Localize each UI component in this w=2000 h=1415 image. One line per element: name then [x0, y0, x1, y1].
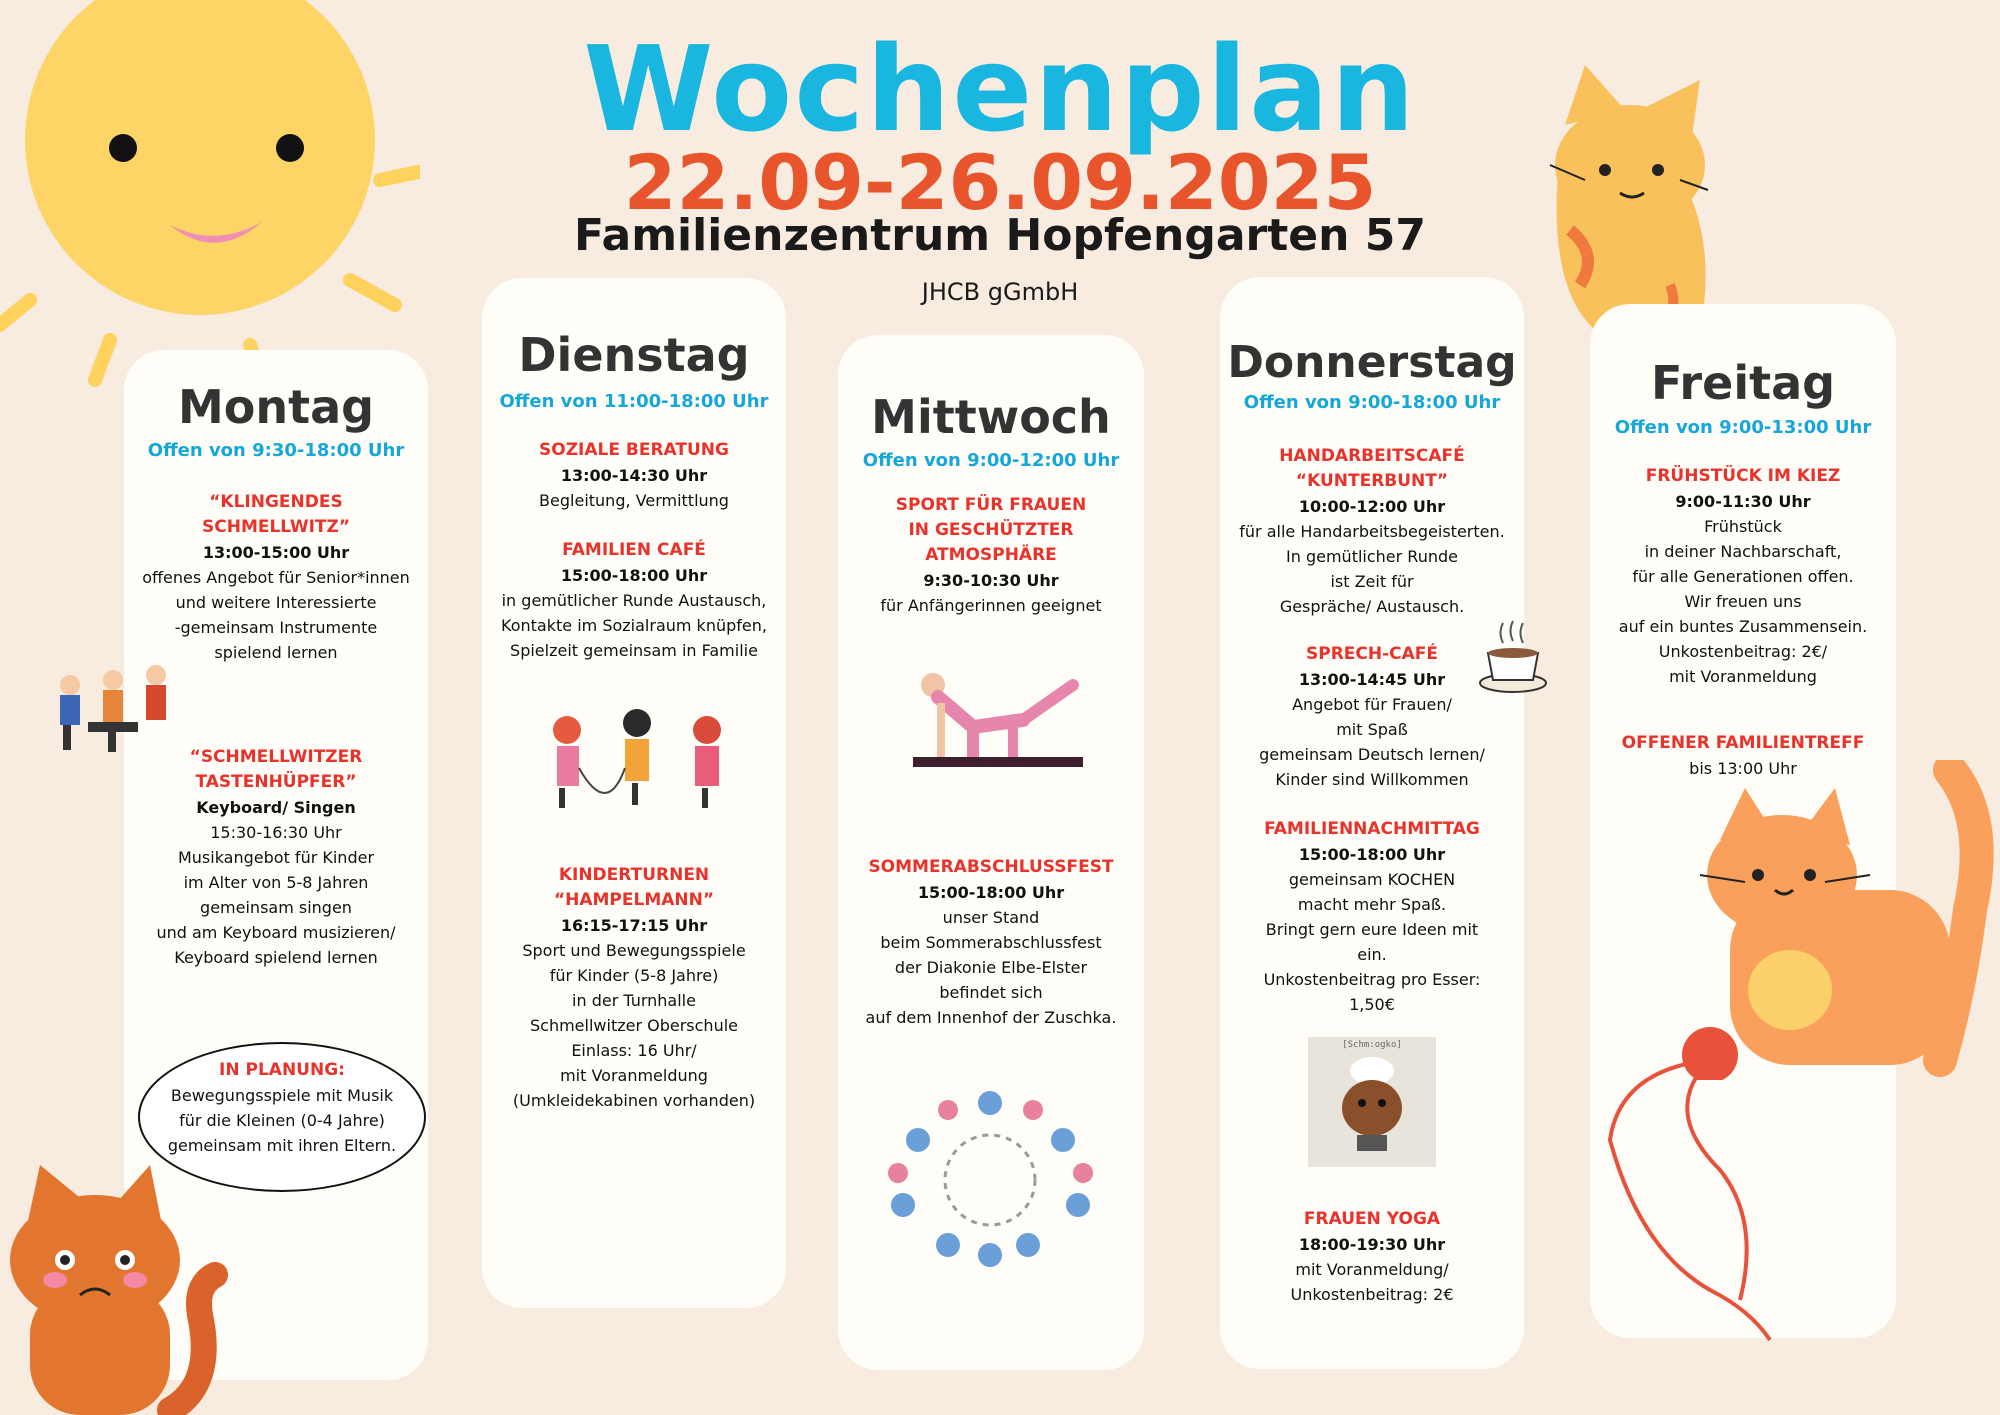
event-title: SOZIALE BERATUNG [539, 440, 729, 460]
event-title: KINDERTURNEN “HAMPELMANN” [553, 865, 715, 910]
event-sport-fuer-frauen [838, 493, 1144, 618]
event-time: 15:00-18:00 Uhr [560, 566, 708, 585]
day-card-mittwoch [838, 335, 1144, 1370]
event-klingendes-schmellwitz [124, 490, 428, 665]
people-circle-icon [878, 1085, 1103, 1270]
event-description: für alle Handarbeitsbegeisterten. In gemütlicher Runde ist Zeit für Gespräche/ Austausch. [1239, 522, 1505, 616]
organization-name: Familienzentrum Hopfengarten 57 [574, 210, 1426, 261]
page-title: Wochenplan [583, 20, 1417, 158]
event-time: 9:00-11:30 Uhr [1675, 492, 1811, 511]
event-time: Keyboard/ Singen [196, 798, 356, 817]
event-familien-cafe [482, 538, 786, 663]
event-title: OFFENER FAMILIENTREFF [1621, 733, 1865, 753]
cooking-beaver-image [1308, 1037, 1436, 1167]
opening-hours: Offen von 11:00-18:00 Uhr [499, 391, 769, 412]
yoga-icon [903, 665, 1093, 775]
event-sommerabschlussfest [838, 855, 1144, 1030]
day-title: Montag [177, 380, 375, 434]
cat-icon [1660, 760, 2000, 1080]
event-soziale-beratung [482, 438, 786, 513]
event-handarbeitscafe [1220, 444, 1524, 619]
event-title: SPORT FÜR FRAUEN IN GESCHÜTZTER ATMOSPHÄRE [895, 495, 1087, 565]
event-title: SPRECH-CAFÉ [1305, 644, 1439, 664]
opening-hours: Offen von 9:00-13:00 Uhr [1614, 417, 1872, 438]
event-time: 16:15-17:15 Uhr [560, 916, 708, 935]
cat-icon [1540, 55, 1710, 345]
day-title: Mittwoch [871, 390, 1111, 444]
event-frauen-yoga [1220, 1207, 1524, 1307]
event-time: 15:00-18:00 Uhr [1298, 845, 1446, 864]
event-description: Frühstück in deiner Nachbarschaft, für alle Generationen offen. Wir freuen uns auf ein buntes Zusammensein. Unkostenbeitrag: 2€/ mit Voranmeldung [1618, 517, 1868, 686]
event-description: Angebot für Frauen/ mit Spaß gemeinsam Deutsch lernen/ Kinder sind Willkommen [1259, 695, 1485, 789]
organization-subtitle: JHCB gGmbH [921, 278, 1079, 306]
event-time: 10:00-12:00 Uhr [1298, 497, 1446, 516]
event-description: Begleitung, Vermittlung [539, 491, 729, 510]
event-time: 13:00-14:45 Uhr [1298, 670, 1446, 689]
event-title: “KLINGENDES SCHMELLWITZ” [202, 492, 350, 537]
day-card-donnerstag [1220, 277, 1524, 1369]
event-description: für Anfängerinnen geeignet [880, 596, 1102, 615]
cat-icon [0, 1165, 230, 1415]
planning-title: IN PLANUNG: [219, 1060, 345, 1080]
event-fruehstueck-im-kiez [1590, 464, 1896, 689]
event-time: 13:00-14:30 Uhr [560, 466, 708, 485]
day-title: Donnerstag [1227, 337, 1517, 388]
event-description: offenes Angebot für Senior*innen und weitere Interessierte -gemeinsam Instrumente spielend lernen [142, 568, 410, 662]
event-kinderturnen [482, 863, 786, 1113]
event-title: SOMMERABSCHLUSSFEST [868, 857, 1114, 877]
event-title: “SCHMELLWITZER TASTENHÜPFER” [189, 747, 363, 792]
image-caption: [Schm:ogko] [1342, 1040, 1402, 1050]
event-title: FRÜHSTÜCK IM KIEZ [1645, 466, 1841, 486]
event-title: FAMILIENNACHMITTAG [1264, 819, 1480, 839]
event-title: HANDARBEITSCAFÉ “KUNTERBUNT” [1279, 446, 1465, 491]
opening-hours: Offen von 9:00-12:00 Uhr [862, 450, 1120, 471]
event-description: mit Voranmeldung/ Unkostenbeitrag: 2€ [1290, 1260, 1454, 1304]
yarn-ball-icon [1600, 1050, 1780, 1350]
planning-description: Bewegungsspiele mit Musik für die Kleinen (0-4 Jahre) gemeinsam mit ihren Eltern. [167, 1086, 397, 1155]
coffee-cup-icon [1478, 618, 1548, 698]
event-description: unser Stand beim Sommerabschlussfest der Diakonie Elbe-Elster befindet sich auf dem Innenhof der Zuschka. [865, 908, 1117, 1027]
cooking-beaver-icon [1332, 1053, 1412, 1163]
opening-hours: Offen von 9:30-18:00 Uhr [147, 440, 405, 461]
event-time: 18:00-19:30 Uhr [1298, 1235, 1446, 1254]
children-icon [537, 708, 737, 813]
event-description: Sport und Bewegungsspiele für Kinder (5-8 Jahre) in der Turnhalle Schmellwitzer Oberschule Einlass: 16 Uhr/ mit Voranmeldung (Umkleidekabinen vorhanden) [512, 941, 756, 1110]
event-title: FAMILIEN CAFÉ [562, 540, 706, 560]
event-description: 15:30-16:30 Uhr Musikangebot für Kinder im Alter von 5-8 Jahren gemeinsam singen und am Keyboard musizieren/ Keyboard spielend lernen [156, 823, 396, 967]
event-description: in gemütlicher Runde Austausch, Kontakte im Sozialraum knüpfen, Spielzeit gemeinsam in Familie [501, 591, 767, 660]
event-title: FRAUEN YOGA [1303, 1209, 1441, 1229]
event-familiennachmittag [1220, 817, 1524, 1017]
event-description: gemeinsam KOCHEN macht mehr Spaß. Bringt gern eure Ideen mit ein. Unkostenbeitrag pro Esser: 1,50€ [1263, 870, 1481, 1014]
event-tastenhuepfer [124, 745, 428, 970]
musicians-icon [48, 660, 188, 760]
event-time: 13:00-15:00 Uhr [202, 543, 350, 562]
day-title: Freitag [1650, 356, 1836, 410]
day-title: Dienstag [518, 328, 750, 382]
date-range: 22.09-26.09.2025 [623, 138, 1377, 227]
opening-hours: Offen von 9:00-18:00 Uhr [1243, 392, 1501, 413]
day-card-dienstag [482, 278, 786, 1308]
event-time: 15:00-18:00 Uhr [917, 883, 1065, 902]
event-time: 9:30-10:30 Uhr [923, 571, 1059, 590]
event-description: bis 13:00 Uhr [1689, 759, 1797, 778]
